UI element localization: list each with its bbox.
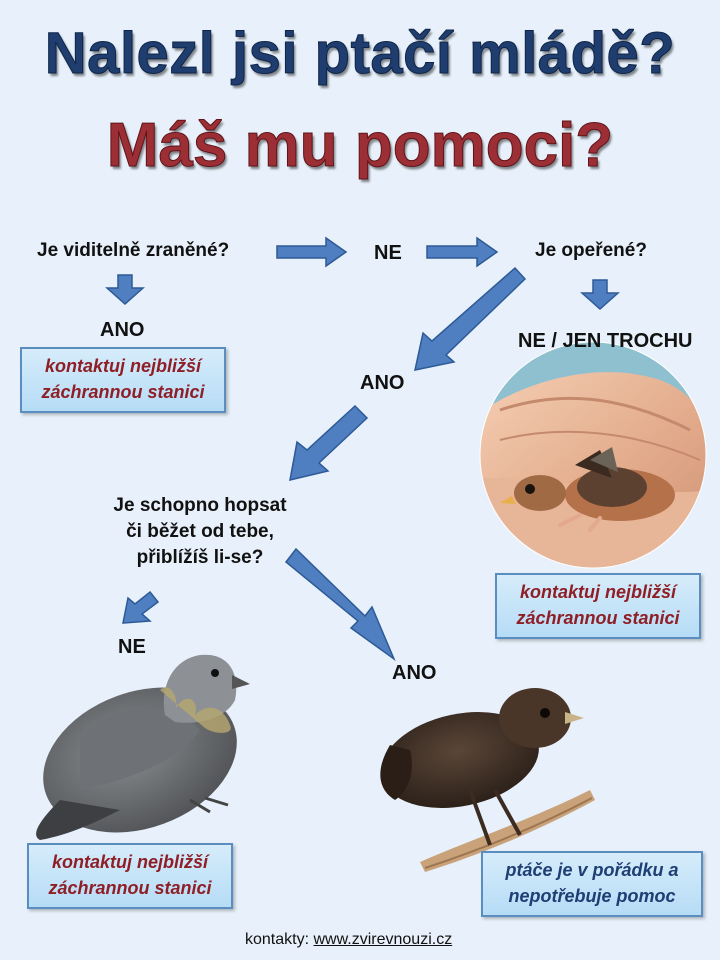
- question-injured: Je viditelně zraněné?: [37, 240, 230, 261]
- ok-box-line-1: ptáče je v pořádku a: [505, 860, 679, 880]
- answer-ano-injured: ANO: [100, 319, 145, 341]
- arrow-down-feathered: [582, 280, 618, 309]
- ok-box-line-2: nepotřebuje pomoc: [508, 886, 676, 906]
- arrow-right-1: [277, 238, 346, 266]
- answer-ano-feathered: ANO: [360, 372, 405, 394]
- question-hop: [85, 493, 315, 571]
- contact-box-squab: [27, 843, 233, 909]
- contact-box-injured: [20, 347, 226, 413]
- answer-ano-hop: ANO: [392, 662, 437, 684]
- contact-box-squab-line-1: kontaktuj nejbližší: [51, 852, 209, 872]
- contact-box-chick-line-1: kontaktuj nejbližší: [519, 582, 677, 602]
- question-hop-line-3: přiblížíš li-se?: [136, 547, 264, 568]
- contact-box-chick: [495, 573, 701, 639]
- question-hop-line-2: či běžet od tebe,: [126, 521, 274, 542]
- arrow-diag-ne-hop: [123, 592, 158, 623]
- arrow-diag-feathered-ano: [415, 268, 525, 370]
- ok-box: [481, 851, 703, 917]
- footer: [245, 931, 452, 949]
- chick-in-hand-image: [470, 340, 720, 580]
- arrow-diag-ano-hop: [290, 406, 367, 480]
- contact-box-injured-line-1: kontaktuj nejbližší: [44, 356, 202, 376]
- arrow-right-2: [427, 238, 497, 266]
- blackbird-fledgling-image: [372, 688, 595, 872]
- question-feathered: Je opeřené?: [535, 240, 647, 261]
- answer-ne-injured: NE: [374, 242, 402, 264]
- answer-ne-hop: NE: [118, 636, 146, 658]
- contact-box-chick-line-2: záchrannou stanici: [516, 608, 680, 628]
- question-hop-line-1: Je schopno hopsat: [113, 495, 287, 516]
- dove-squab-image: [23, 655, 257, 858]
- arrow-down-injured: [107, 275, 143, 304]
- contact-box-squab-line-2: záchrannou stanici: [48, 878, 212, 898]
- footer-label: kontakty:: [245, 931, 310, 948]
- title-line-1: Nalezl jsi ptačí mládě?: [44, 21, 676, 86]
- title-line-2: Máš mu pomoci?: [106, 111, 614, 180]
- contact-box-injured-line-2: záchrannou stanici: [41, 382, 205, 402]
- answer-ne-jen-trochu: NE / JEN TROCHU: [518, 330, 693, 352]
- footer-link[interactable]: www.zvirevnouzi.cz: [313, 931, 453, 948]
